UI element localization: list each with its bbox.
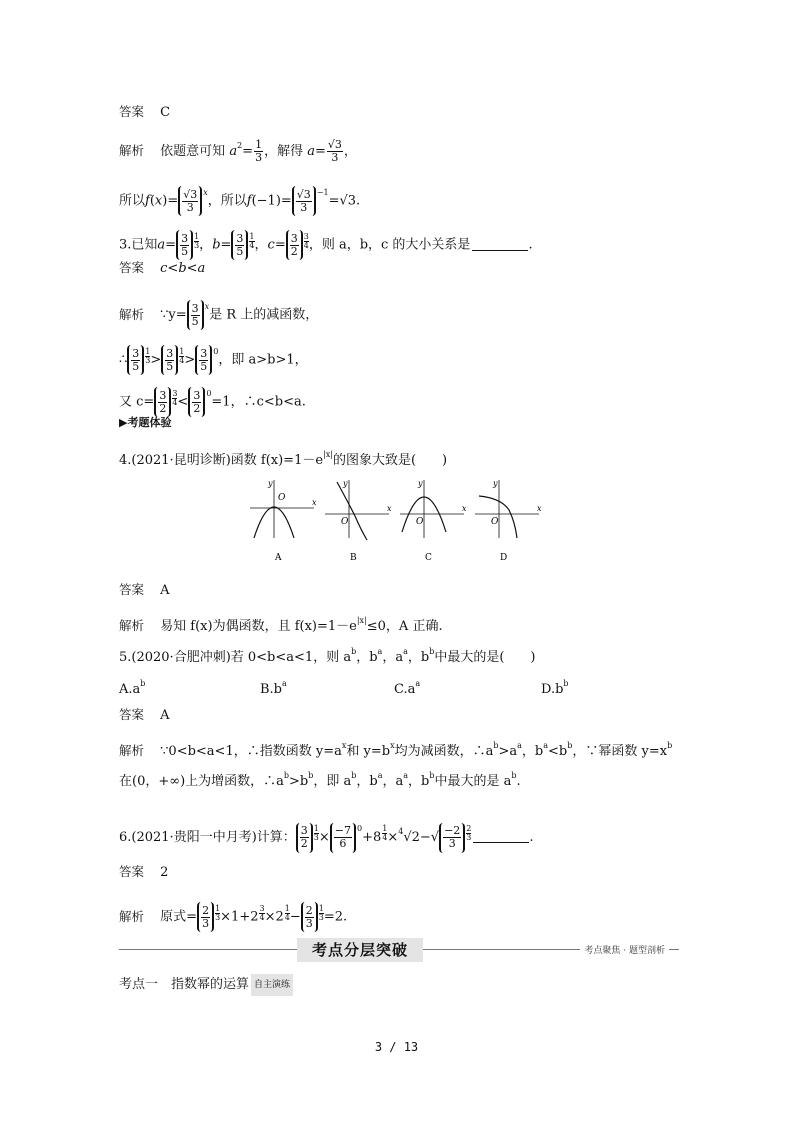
q6-stem: 6.(2021·贵阳一中月考)计算： $\frac{3}{2}$ $\frac{1}{3}$ × $\frac{-7}{6}$ 0+8 $\frac{1}{4}$ ×$^4$√2−√ $\frac{-2}{3}$ $\frac{2}{3}$ .: [119, 822, 534, 853]
svg-text:x: x: [462, 504, 467, 513]
section-tag: ▶考题体验: [119, 416, 172, 429]
graph-option-d[interactable]: [471, 476, 543, 564]
q5-answer-line: 答案 A: [119, 707, 170, 723]
graph-option-c[interactable]: [396, 476, 468, 564]
answer-label: 答案: [119, 104, 145, 119]
graph-option-b[interactable]: [321, 476, 393, 564]
page-number: 3 / 13: [374, 1040, 419, 1054]
svg-text:O: O: [416, 517, 424, 527]
answer-blank: [472, 237, 528, 251]
q4-answer-value: A: [160, 583, 170, 598]
q3-stem: 3.已知a= $\frac{3}{5}$ $\frac{1}{3}$ ，b= $\frac{3}{5}$ $\frac{1}{4}$ ，c= $\frac{3}{2}$ $\frac{3}{4}$ ，则 a，b，c 的大小关系是 .: [119, 230, 533, 260]
q6-answer-line: 答案 2: [119, 864, 169, 880]
svg-text:C: C: [425, 553, 432, 563]
banner-subtitle: 考点聚焦 · 题型剖析: [580, 943, 669, 956]
q2-answer-value: C: [160, 105, 171, 120]
section-banner: [119, 938, 679, 962]
q6-analysis: 解析 原式= $\frac{2}{3}$ $\frac{1}{3}$ ×1+2 $\frac{3}{4}$ ×2 $\frac{1}{4}$ − $\frac{2}{3}$ $\frac{1}{3}$ =2.: [119, 902, 347, 932]
svg-text:y: y: [493, 479, 498, 488]
q5-stem: 5.(2020·合肥冲刺)若 0<b<a<1，则 $a^b$，$b^a$，$a^a$，$b^b$中最大的是( ): [119, 647, 536, 665]
topic-heading: 考点一 指数幂的运算 自主演练: [119, 974, 293, 996]
q3-answer-line: 答案 c<b<a: [119, 260, 206, 276]
q3-analysis-line1: 解析 ∵y= $\frac{3}{5}$ x 是 R 上的减函数，: [119, 300, 318, 330]
q5-answer-value: A: [160, 708, 170, 723]
banner-title: 考点分层突破: [297, 938, 423, 962]
q2-answer-line: [119, 102, 170, 123]
q5-analysis-line1: 解析 ∵0<b<a<1，∴指数函数 $y=a^x$和 $y=b^x$均为减函数，$\therefore a^b>a^a$，$b^a<b^b$，∵幂函数 $y=x^b$: [119, 741, 673, 759]
answer-blank: [473, 829, 529, 843]
q5-option-c[interactable]: $C.a^a$: [394, 679, 421, 697]
svg-text:O: O: [491, 517, 499, 527]
svg-text:x: x: [387, 504, 392, 513]
q3-answer-value: c<b<a: [160, 261, 206, 276]
q2-analysis-line2: 所以f(x)= $\frac{√3}{3}$ x ，所以f(−1)= $\frac{√3}{3}$ −1=√3.: [119, 186, 360, 216]
paren-expression: $\frac{√3}{3}$: [178, 186, 202, 216]
q4-answer-line: 答案 A: [119, 582, 170, 598]
fraction: $\frac{1}{3}$: [255, 138, 263, 164]
q2-analysis-line1: 解析 依题意可知 $a^2=$ $\frac{1}{3}$ ，解得 a= $\frac{√3}{3}$ ，: [119, 138, 357, 164]
svg-text:x: x: [537, 504, 542, 513]
svg-text:O: O: [341, 517, 349, 527]
q4-stem: 4.(2021·昆明诊断)函数 $f(x)=1-e^{|x|}$的图象大致是( ): [119, 450, 448, 468]
svg-text:D: D: [500, 553, 508, 563]
topic-badge: 自主演练: [251, 974, 293, 996]
q5-option-a[interactable]: $A.a^b$: [119, 679, 146, 697]
paren-expression: $\frac{√3}{3}$: [292, 186, 316, 216]
analysis-label: 解析: [119, 143, 145, 158]
axis-x: x: [312, 498, 317, 507]
svg-text:y: y: [418, 479, 423, 488]
q6-answer-value: 2: [160, 865, 169, 880]
graph-option-a[interactable]: [246, 476, 318, 564]
q4-analysis: 解析 易知 f(x)为偶函数，且 $f(x)=1-e^{|x|}\le 0$，A 正确.: [119, 616, 443, 634]
svg-text:B: B: [350, 553, 357, 563]
q5-option-b[interactable]: $B.b^a$: [260, 679, 287, 697]
q3-analysis-line3: 又 c= $\frac{3}{2}$ $\frac{3}{4}$ < $\frac{3}{2}$ 0=1，∴c<b<a.: [119, 387, 306, 417]
origin: O: [278, 493, 286, 503]
q5-analysis-line2: 在(0，+∞)上为增函数，$\therefore a^b>b^b$，即 $a^b$，$b^a$，$a^a$，$b^b$中最大的是 $a^b$.: [119, 771, 521, 789]
q3-analysis-line2: ∴ $\frac{3}{5}$ $\frac{1}{3}$ > $\frac{3}{5}$ $\frac{1}{4}$ > $\frac{3}{5}$ 0，即 a>b>1，: [119, 345, 308, 375]
q5-option-d[interactable]: $D.b^b$: [541, 679, 569, 697]
axis-y: y: [268, 479, 273, 488]
option-label: A: [275, 553, 282, 563]
fraction: $\frac{√3}{3}$: [327, 138, 342, 164]
svg-text:y: y: [343, 479, 348, 488]
